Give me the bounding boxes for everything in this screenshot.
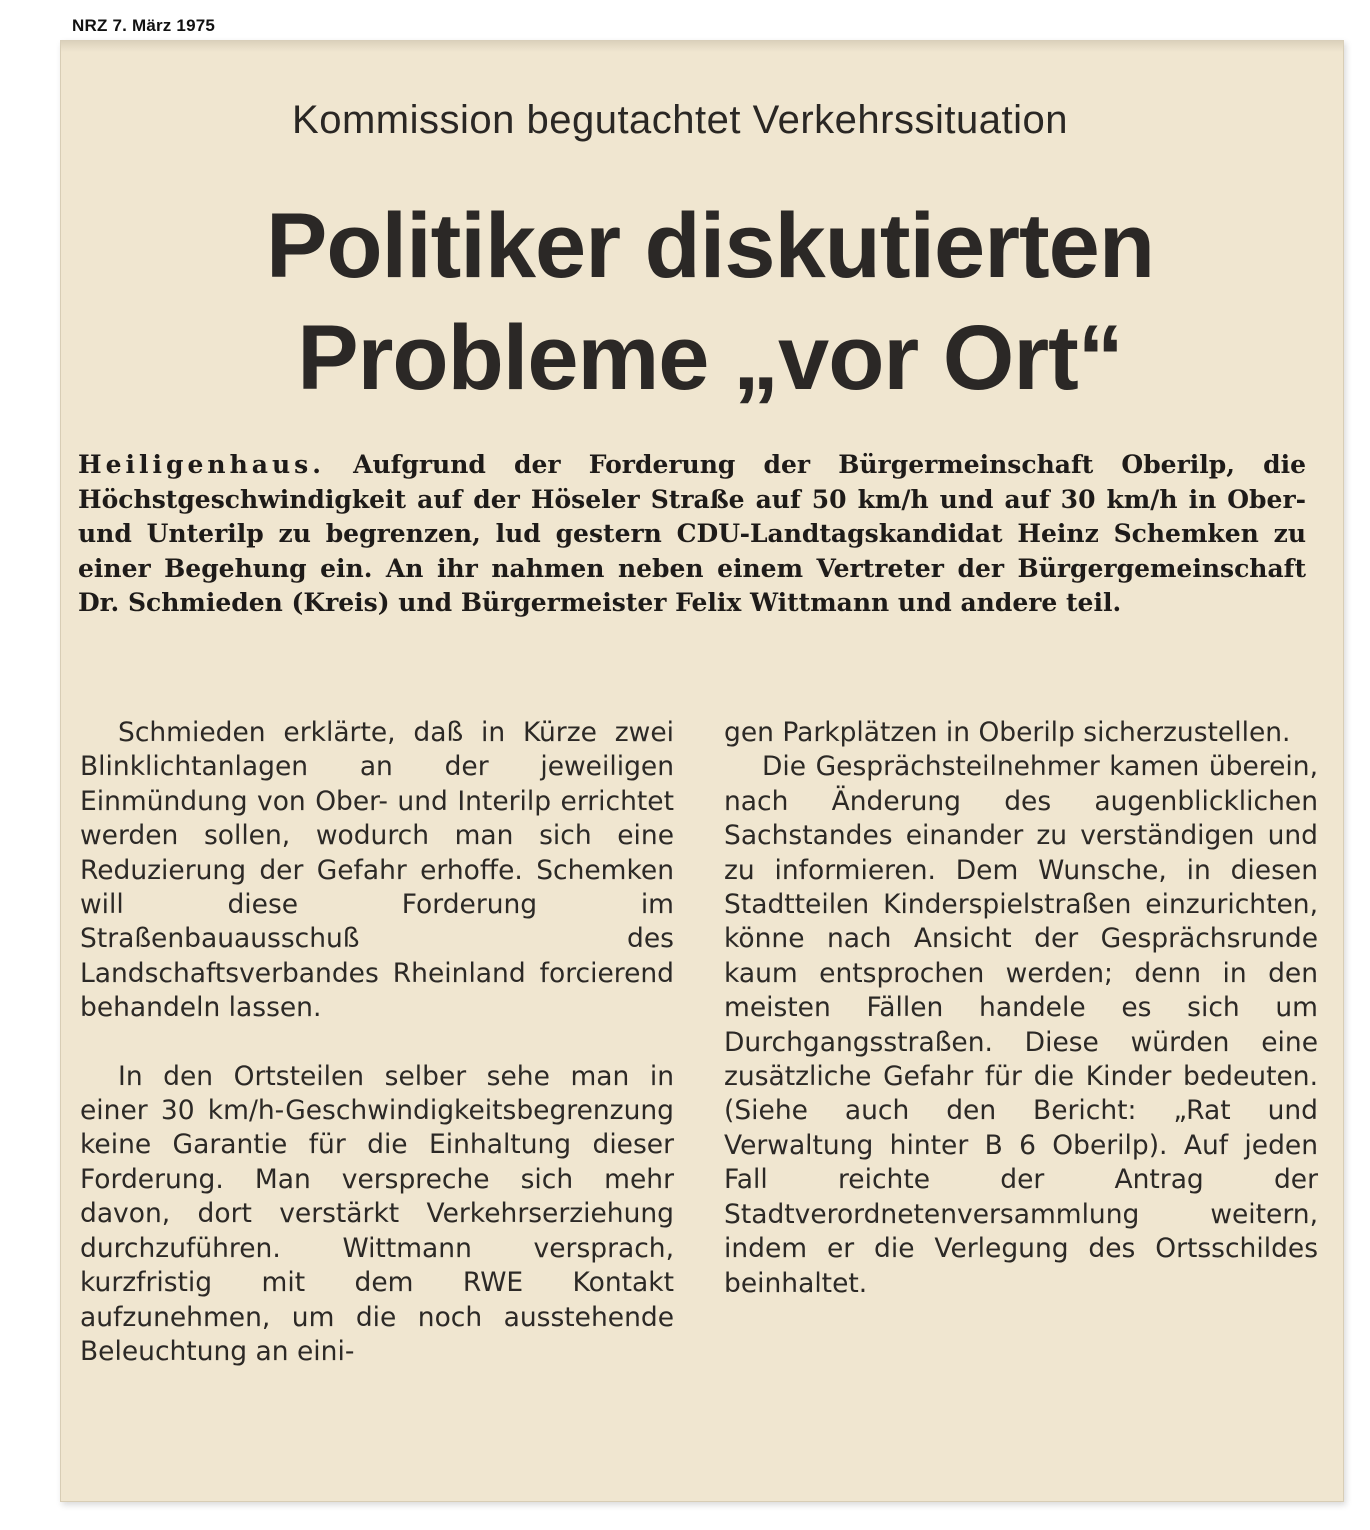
headline-line-2: Probleme „vor Ort“ <box>297 307 1123 409</box>
body-paragraph: gen Parkplätzen in Oberilp sicherzustellen. <box>724 717 1291 748</box>
lead-text: Aufgrund der Forderung der Bürgermeinschaft Oberilp, die Höchstgeschwindigkeit auf der Höseler Straße auf 50 km/h und auf 30 km/h in Ober- und Unterilp zu begrenzen, lud gestern CDU-Landtagskandidat Heinz Schemken zu einer Begehung ein. An ihr nahmen neben einem Vertreter der Bürgergemeinschaft Dr. Schmieden (Kreis) und Bürgermeister Felix Wittmann und andere teil. <box>78 450 1306 617</box>
body-paragraph: Die Gesprächsteilnehmer kamen überein, nach Änderung des augenblicklichen Sachstandes einander zu verständigen und zu informieren. Dem Wunsche, in diesen Stadtteilen Kinderspielstraßen einzurichten, könne nach Ansicht der Gesprächsrunde kaum entsprochen werden; denn in den meisten Fällen handele es sich um Durchgangsstraßen. Diese würden eine zusätzliche Gefahr für die Kinder bedeuten. (Siehe auch den Bericht: „Rat und Verwaltung hinter B 6 Oberilp). Auf jeden Fall reichte der Antrag der Stadtverordnetenversammlung weitern, indem er die Verlegung des Ortsschildes beinhaltet. <box>724 751 1318 1299</box>
newspaper-clipping <box>60 40 1344 1502</box>
body-column-left <box>80 716 674 1369</box>
body-paragraph: In den Ortsteilen selber sehe man in einer 30 km/h-Geschwindigkeitsbegrenzung keine Garantie für die Einhaltung dieser Forderung. Man verspreche sich mehr davon, dort verstärkt Verkehrserziehung durchzuführen. Wittmann versprach, kurzfristig mit dem RWE Kontakt aufzunehmen, um die noch ausstehende Beleuchtung an eini- <box>80 1060 674 1367</box>
headline-line-1: Politiker diskutierten <box>265 195 1155 297</box>
lead-dateline: Heiligenhaus. <box>78 450 325 479</box>
body-column-right <box>724 716 1318 1301</box>
source-label: NRZ 7. März 1975 <box>72 16 216 35</box>
article-subheadline: Kommission begutachtet Verkehrssituation <box>292 98 1068 142</box>
body-paragraph: Schmieden erklärte, daß in Kürze zwei Blinklichtanlagen an der jeweiligen Einmündung von Ober- und Interilp errichtet werden sollen, wodurch man sich eine Reduzierung der Gefahr erhoffe. Schemken will diese Forderung im Straßenbauausschuß des Landschaftsverbandes Rheinland forcierend behandeln lassen. <box>80 717 674 1024</box>
article-headline <box>190 190 1230 414</box>
article-lead <box>78 448 1306 621</box>
